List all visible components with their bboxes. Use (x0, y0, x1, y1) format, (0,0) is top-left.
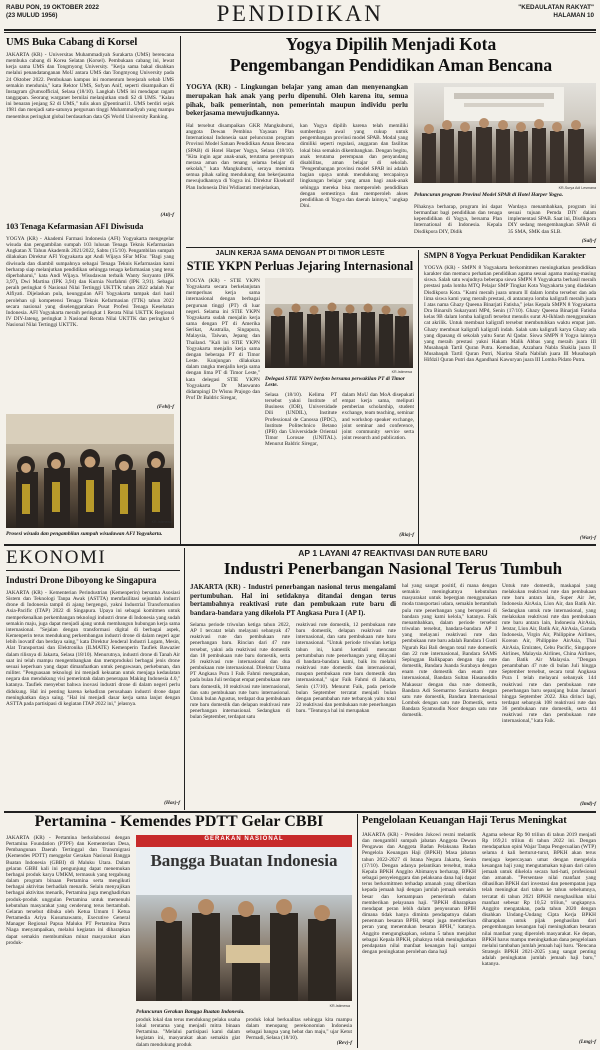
yogya-headline-1: Yogya Dipilih Menjadi Kota (285, 34, 497, 54)
stie-kicker: JALIN KERJA SAMA DENGAN PT DI TIMOR LESTE (215, 250, 385, 257)
ekonomi-sign: (Has)-f (164, 800, 180, 806)
yogya-col2: kan Yogya dipilih karena telah memiliki sumberdaya awal yang cukup untuk pengembangan provinsi model SPAB. Modal yang dimiliki seperti regulasi, anggaran dan fasilitas lokal bisa semakin dikembangkan. Dengan begitu, anak terutama perempuan dan penyandang disabilitas, aman belajar di sekolah. "Pengembangan provinsi model SPAB ini adalah bagian upaya untuk mendukung tercapainya lingkungan belajar yang aman bagi anak-anak sehingga mereka bisa memperoleh pendidikan dengan semestinya dan memperoleh akses pendidikan di Yogya dan daerah lainnya," ungkap Dini. (300, 123, 408, 210)
yogya-photo (414, 83, 596, 183)
cbbi-sign: (Rev)-f (336, 1040, 352, 1046)
stie-col3: dalam MoU dan MoA disepakati empat kerja sama, meliputi pemberian scholarship, student exchange, team teaching, seminar and workshop speaker exchange, joint seminar and conference, joint community service serta joint research and publication. (342, 392, 414, 442)
ap1-lede: JAKARTA (KR) - Industri penerbangan nasional terus mengalami pertumbuhan. Hal ini setidaknya ditandai dengan terus bertambahnya reaktivasi rute dan pembukaan rute baru di bandara-bandara yang dikelola PT Angkasa Pura I (AP I). (190, 583, 396, 617)
masthead-date: RABU PON, 19 OKTOBER 2022 (6, 4, 99, 11)
ap1-col4: Untuk rute domestik, maskapai yang melakukan reaktivasi rute dan pembukaan rute baru antara lain, Super Air Jet, Indonesia AirAsia, Lion Air, dan Batik Air. Sedangkan untuk rute internasional, yang melakukan reaktivasi rute dan pembukaan rute baru antara lain, Indonesia AirAsia, Jetstar, Lion Air, Batik Air, AirAsia, Garuda Indonesia, Virgin Air, Philippine Airlines, Korean Air, Philippine AirAsia, Thai AirAsia, Emirates, Cebu Pacific, Singapore Airlines, Malaysia Airlines, China Airlines, dan Batik Air Malaysia. "Dengan penambahan 47 rute di bulan Juli hingga September tersebut, secara total Angkasa Pura I telah melayani sebanyak 144 reaktivasi rute dan pembukaan rute penerbangan baru sepanjang bulan Januari hingga September 2022. Jika dirinci lagi, terdapat sebanyak 108 reaktivasi rute dan 36 pembukaan rute domestik, serta 44 reaktivasi rute dan pembukaan rute internasional," kata Faik. (502, 583, 596, 725)
ap1-col1: Selama periode triwulan ketiga tahun 2022, AP I tercatat telah melayani sebanyak 47 reaktivasi rute dan pembukaan rute penerbangan baru. Rincian dari 47 rute tersebut, yakni ada reaktivasi rute domestik dan 18 pembukaan rute baru domestik, serta 26 reaktivasi rute internasional dan dua pembukaan rute internasional. Direktur Utama PT Angkasa Pura I Faik Fahmi mengatakan, pada bulan Juli terdapat empat pembukaan rute baru domestik, 10 reaktivasi rute internasional, dan satu pembukaan rute baru internasional. Untuk bulan Agustus, terdapat dua pembukaan rute baru domestik dan delapan reaktivasi rute penerbangan internasional. Sedangkan di bulan September, terdapat satu (190, 622, 290, 721)
ums-sign: (Ati)-f (160, 212, 174, 218)
masthead-page: HALAMAN 10 (553, 12, 594, 19)
ums-body: JAKARTA (KR) - Universitas Muhammadiyah Surakarta (UMS) berencana membuka cabang di Korea Selatan (Korsel). Pembukaan cabang ini, lewat kerja sama UMS dan Tongmyong University. "Kerja sama bakal disahkan melalui penandatanganan MoU antara UMS dan Tongmyong University pada 24 Oktober 2022. Pembukaan kampus ini momentum berejarah sebab UMS semakin mendunia," kata Rektor UMS, Sofyan Anif, seperti disampaikan di Instagram @umsofficial, Selasa (18/10). Langkah UMS ini mendapat ragam tanggapan. Seorang warganet bernilai melanjutkan studi S2 di UMS. "Kalau ini benaran jenjang S2 di UMS," tulis akun @pentinarii1. UMS berdiri sejak 1981 dan menjadi satu-satunya perguruan tinggi Muhammadiyah yang mampu menembus peringkat global berdasarkan data QS World University Ranking. (6, 52, 174, 120)
yogya-credit: KR-Surya Adi Lesmana (558, 186, 596, 190)
haji-sign: (Lmg)-f (578, 1039, 596, 1045)
cbbi-banner-2: Bangga Buatan Indonesia (150, 851, 338, 870)
yogya-lede: YOGYA (KR) - Lingkungan belajar yang aman dan menyenangkan merupakan hak anak yang perlu dipenuhi. Oleh karena itu, semua pihak, baik pemerintah, non pemerintah maupun individu perlu bekerjasama mewujudkannya. (186, 83, 408, 118)
stie-sign: (Ria)-f (399, 532, 414, 538)
column-rule-smpn (418, 250, 419, 544)
cbbi-col1: JAKARTA (KR) - Pertamina berkolaborasi dengan Pertamina Foundation (PTPF) dan Kementerian Desa, Pembangunan Daerah Tertinggal dan Transmigrasi (Kemendes PDTT) menggelar Gerakan Nasional Bangga Buatan Indonesia (GBBI) di Maluku Utara. Dalam gelaran GBBI kali ini pengunjung dapat menemukan berbagai produk karya UMKM, termasuk yang tergabung dalam program binaan Pertamina serta mengikuti berbagai aktivitas berhadiah menarik. Selain menyajikan berbagai aktivitas menarik, Pertamina juga menghadirkan produk-produk unggulan Pertamina untuk memenuhi kebutuhan masyarakat yang cenderung terus bertambah. Gelaran tersebut dibuka oleh Ketua Umum I Ketua Pertamedia Ariya Kusumawanto, Executive General Manager Regional Papua Maluku PT Pertamina Patra Niaga menyampaikan, melalui kegiatan ini diharapkan dapat semakin membumikan minat masyarakat akan produk- (6, 835, 130, 946)
haji-headline: Pengelolaan Keuangan Haji Terus Meningkat (362, 815, 567, 826)
cbbi-caption: Peluncuran Gerakan Bangga Buatan Indonesia. (136, 1009, 245, 1015)
yogya-col4: Wardaya menambahkan, program ini sesuai tujuan Pemda DIY dalam implementasi SPAB. Saat ini, Disdikpora DIY sedang mengembangkan SPAB di 35 SMA, SMK dan SLB. (508, 204, 596, 235)
masthead-paper: "KEDAULATAN RAKYAT" (518, 4, 594, 11)
ap1-col3: hal yang sangat positif, di mana dengan semakin meningkatnya kebutuhan masyarakat untuk bepergian menggunakan moda transportasi udara, semakin bertambah pula rute penerbangan yang beroperasi di bandara yang kami kelola," katanya. Faik menambahkan, dalam periode tersebut triwulan tersebut, bandara-bandara AP I yang melayani reaktivasi rute dan pembukaan rute baru adalah Bandara I Gusti Ngurah Rai Bali dengan total rute domestik dan 22 rute internasional, Bandara SAMS Sepinggan Balikpapan dengan tiga rute domestik, Bandara Juanda Surabaya dengan enam rute domestik dan enam rute internasional, Bandara Sultan Hasanuddin Makassar dengan dua rute domestik, Bandara Adi Soemarmo Surakarta dengan satu rute domestik, Bandara Internasional Lombok dengan satu rute Domestik, serta Bandara Syamsudin Noor dengan satu rute domestik. (402, 583, 497, 719)
ap1-sign: (Imd)-f (580, 801, 596, 807)
section-title: PENDIDIKAN (216, 1, 384, 26)
ekonomi-headline: Industri Drone Diboyong ke Singapura (6, 575, 157, 585)
smpn-body: YOGYA (KR) - SMPN 8 Yogyakarta berkomitmen meningkatkan pendidikan karakter dan memacu perhatian pendidikan agama sesuai agama masing-masing siswa. Salah satu wujudnya beberapa siswa SMPN 8 Yogyakarta berhasil meraih prestasi pada lomba MTQ Pelajar SMP Tingkat Kota Yogyakarta yang diadakan Disdikpora Kota. "Kami meraih juara umum II dalam lomba tersebut dan ada lima siswa kami yang meraih prestasi, di antaranya lomba kaligrafi meraih juara I atas nama Ghazy Queena Binarjati Fatisha," jelas Kepala SMPN 8 Yogyakarta Dra Binarsih Sukaryanti MPd, Senin (17/10). Ghazy Queena Binarjati Fatisha kelas 9B dalam lomba kaligrafi tersebut menulis surat Al-Ikhlash menggunakan cat akrilik. Untuk membuat kaligrafi tersebut membutuhkan waktu empat jam. Ghazy membuat kaligrafi kaligrafi indah. Salah satu kaligrafi karya Ghazy ada yang dipasang di sekolah yaitu Surat Al Qadar. Siswa SMPN 8 Yogya lainnya yang meraih prestasi yakni Hakam Malik Abbas yang meraih juara III Musabaqah Tartil Quran Putra. Kemudian, Azzahara Nabla Shakila juara II Musabaqah Tartil Quran Putri, Niarina Shafa Nabilah juara III Musabaqah Hifdzil Quran Putri dan Agandhani Kawuryan juara III Lomba Pidato Putra. (424, 265, 596, 364)
ap1-col2: reaktivasi rute domestik, 12 pembukaan rute baru domestik, delapan reaktivasi rute internasional, dan satu pembukaan rute baru internasional. "Untuk periode triwulan ketiga tahun ini, kami kembali mencatat pertumbuhan rute penerbangan yang dilayani di bandara-bandara kami, baik itu melalui reaktivasi rute domestik dan internasional, maupun pembukaan rute baru domestik dan internasional," ujar Faik Fahmi di Jakarta, Senin (17/10). Menurut Faik, pada periode bulan September tercatat menjadi bulan dengan penambahan rute terbanyak yaitu total 22 reaktivasi dan pembukaan rute penerbangan baru. "Tentunya hal ini merupakan (296, 622, 396, 715)
masthead-rule (4, 29, 596, 31)
yogya-headline-2: Pengembangan Pendidikan Aman Bencana (229, 55, 553, 75)
afi-body: YOGYA (KR) - Akademi Farmasi Indonesia (AFI) Yogyakarta mengegelar wisuda dan pengambilan sumpah 103 lulusan Tenaga Teknis Kefarmasian Angkatan X Tahun Akademik 2021/2022, Sabtu (15/10). Pengambilan sumpah dilakukan Direktur AFI Yogyakarta apt Andi Wijaya SFar MFar. "Bagi yang diwisuda dan diambil sumpahnya sebagai Tenaga Teknis Kefarmasian kami berharap siap melanjutkan pendidikan sehingga tenaga kefarmasian yang terus diperbaharui," kata Andi Wijaya. Wisudawan terbaik Wanty Suryanto (IPK 3,97), Dwi Martina (IPK 3,94) dan Kurnia Nurfahmi (IPK 3,91). Sebagai peraih peringkat 6 Nasional Nilai Tertinggi UKTTK tahun 2022 adalah Nur Alfiyati. Dijelaskan pula, keunggulan AFI Yogyakarta tampak dari hasil perolehan uji kompetensi Tenaga Teknis Kefarmasian (TTK) tahun 2022 secara nasional yang diselenggarakan Pusat Profesi Tenaga Kesehatan Indonesia. AFI Yogyakarta meraih peringkat 1 Rerata Nilai UKTTK Regional IV DIY-Jateng, peringkat 3 Nasional Rerata Nilai UKTTK dan peringkat 6 Nasional Nilai Tertinggi UKTTK. (6, 236, 174, 329)
afi-caption: Prosesi wisuda dan pengambilan sumpah wisudawan AFI Yogyakarta. (6, 531, 163, 537)
cbbi-credit: KR-Istimewa (329, 1004, 350, 1008)
ekonomi-label: EKONOMI (6, 546, 180, 571)
afi-credit: KR-Istimewa (151, 520, 172, 524)
cbbi-photo (136, 835, 352, 1001)
afi-headline: 103 Tenaga Kefarmasian AFI Diwisuda (6, 222, 144, 231)
yogya-sign: (Sal)-f (581, 238, 596, 244)
afi-photo (6, 414, 174, 528)
rule-yogya (186, 247, 596, 248)
haji-col2: Agama sebesar Rp 90 triliun di tahun 2019 menjadi Rp 169,21 triliun di tahun 2022 ini. Dengan mendapatkan opini Wajar Tanpa Pengecualian (WTP) selama 4 kali berturut-turut, BPKH akan terus menjaga kepercayaan umat dengan mengelola keuangan haji yang mengutamakan tujuan dari calon jemaah untuk dikelola secara hati-hati, profesional dan amanah. "Persentase nilai manfaat yang dihasilkan BPKH dari investasi dan penempatan juga telah meningkat dari tahun ke tahun sebelumnya, tercatat di tahun 2021 BPKH menghasilkan nilai manfaat sebesar Rp 10,52 triliun," ungkapnya. Anggito mengatakan, pada tahun 2020 dengan disahkan Undang-Undang Cipta Kerja BPKH diharapkan untuk pijak penghasilan dari pengembangan keuangan haji meningkatkan besaran nilai manfaat yang diperoleh masyarakat. Ke depan, BPKH harus mampu meningkatkan dana pengelolaan melalui tambahan jumlah jemaah haji baru. "Rencana Strategis BPKH 2021-2025 yang sangat penting adalah peningkatan jumlah jemaah haji baru," katanya. (482, 832, 596, 968)
yogya-col1: Hal tersebut disampaikan GKR Mangkubumi, anggota Dewan Pembina Yayasan Plan International Indonesia saat peluncuran program Provinsi Model Satuan Pendidikan Aman Bencana (SPAB) di Hotel Harper Yogya, Selasa (18/10). "Kita ingin agar anak-anak, terutama perempuan merasa aman dan tenang selama belajar di sekolah," kata Mangkubumi, seraya meminta semua pihak saling mendukung dan bekerjasama mewujudkannya di Yogya ini. Direktur Eksekutif Plan Indonesia Dini Widiastuti menjelaskan, (186, 123, 294, 191)
masthead-rule-thin (4, 32, 596, 33)
stie-credit: KR-Istimewa (391, 370, 412, 374)
masthead-hijri: (23 MULUD 1956) (6, 12, 58, 19)
ap1-headline: Industri Penerbangan Nasional Terus Tumbuh (223, 559, 563, 578)
stie-col1: YOGYA (KR) - STIE YKPN Yogyakarta secara berkelanjutan memperluas kerja sama internasional dengan berbagai perguruan tinggi (PT) di luar negeri. Selama ini STIE YKPN Yogyakarta sudah menjalin kerja sama dengan PT di Amerika Serikat, Australia, Singapura, Malaysia, Taiwan, Jepang dan Thailand. "Kali ini STIE YKPN Yogyakarta menjalin kerja sama dengan beberapa PT di Timor Leste. Kunjungan dilakukan dalam rangka menjalin kerja sama dengan lima PT di Timor Leste," kata delegasi STIE YKPN Yogyakarta Dr Maswanto didampingi Dr Wisnu Prajogo dan Prof Dr Baldric Siregar, (186, 278, 260, 401)
column-rule (180, 36, 181, 544)
column-rule-ekonomi (184, 548, 185, 810)
cbbi-banner-1: GERAKAN NASIONAL (204, 836, 284, 842)
ekonomi-body: JAKARTA (KR) - Kementerian Perindustrian (Kemenperin) bersama Asosiasi Sistem dan Teknologi Tanpa Awak (ASTTA) memfasilitasi sejumlah industri drone di Indonesia tampil di ajang bergengsi, yakni Industrial Transformation Asia-Pacific (ITAP) 2022 di Singapura. Upaya ini sebagai komitmen untuk memperkenalkan perkembangan teknologi industri drone di Indonesia yang sudah semakin maju, juga dapat menjadi ajang untuk membangun hubungan kerja sama internasional. "Sejalan dengan transformasi digital di berbagai aspek, Kemenperin terus mendukung perkembangan industri drone di dalam negeri agar lebih inovatif dan berdaya saing," kata Direktur Jenderal Industri Logam, Mesin, Alat Transportasi dan Elektronika (ILMATE) Kemenperin Taufiek Bawazier dalam rilisnya di Jakarta, Selasa (18/10). Menurutnya, industri drone di Tanah Air saat ini telah mampu mengembangkan dan memproduksi berbagai jenis drone sesuai keperluan yang dapat dimanfaatkan untuk pengawasan, perkebunan, dan militer. "Penguasaan teknologi ini menjadi kekuatan untuk menjaga kedaulatan negara dan mendukung visi pemerintah dalam penerapan Making Indonesia 4.0," katanya. Taufiek menyebut bahwa inovasi industri drone di dalam negeri perlu didukung. Hal ini penting karena kehadiran perusahaan industri drone dapat meningkatkan daya saing. "Hal ini menjadi dasar kerja sama lanjut dengan ASTTA pada partisipasi di kegiatan ITAP 2022 ini," jelasnya. (6, 590, 180, 707)
stie-photo (265, 278, 413, 368)
yogya-col3: Pihaknya berharap, program ini dapat bermanfaat bagi pendidikan dan tenaga kependidikan di Yogya, bersama Plan International di Indonesia. Kepala Disdikpora DIY, Didik (414, 204, 502, 235)
stie-headline: STIE YKPN Perluas Jejaring Internasional (186, 259, 414, 273)
cbbi-headline: Pertamina - Kemendes PDTT Gelar CBBI (34, 813, 324, 830)
haji-col1: JAKARTA (KR) - Presiden Jokowi resmi melantik dan mengambil sumpah jabatan Anggota Dewan Pengawas dan Anggota Badan Pelaksana Badan Pengelola Keuangan Haji (BPKH) Masa jabatan tahun 2022-2027 di Istana Negara Jakarta, Senin (17/10). Dengan adanya pelantikan tersebut, maka Kepala BPKH Anggito Abimanyu berharap, BPKH sebagai penyelenggara dan pelaksana dana haji dapat terus berkomitmen terhadap amanah yang diberikan kepada jemaah haji dengan jumlah jemaah semakin besar dan kemampuan pemerintah dalam memberikan pelayanan haji. "BPKH diharapkan mendapat peran lebih dalam penyusunan BPIH dimana tidak hanya diminta pendapatnya dalam penentuan besaran BPIH, tetapi juga memberikan peran yang menentukan besaran BPIH," katanya. Anggito mengungkapkan, selama 5 tahun menjabat sebagai Kepala BPKH, pihaknya telah meningkatkan pendapatan nilai manfaat keuangan haji sampai dengan peningkatan perolehan dana haji (362, 832, 476, 955)
ums-headline: UMS Buka Cabang di Korsel (6, 37, 138, 48)
smpn-sign: (War)-f (579, 535, 596, 541)
afi-sign: (Febi)-f (156, 404, 174, 410)
smpn-headline: SMPN 8 Yogya Perkuat Pendidikan Karakter (424, 251, 586, 260)
ap1-kicker: AP 1 LAYANI 47 REAKTIVASI DAN RUTE BARU (298, 548, 488, 558)
stie-caption: Delegasi STIE YKPN berfoto bersama perwakilan PT di Timor Leste. (265, 376, 405, 389)
cbbi-col2: produk lokal dan terus mendukung pelaku usaha lokal terutama yang menjadi mitra binaan Pertamina. "Melalui partisipasi kami dalam kegiatan ini, masyarakat akan semakin giat dalam mendukung produk (136, 1017, 240, 1047)
cbbi-col3: produk lokal berkualitas sehingga kita mampu dalam menopang perekonomian Indonesia sebagai bangsa yang hebat dan maju," ujar Ketut Permadi, Selasa (18/10). (246, 1017, 352, 1041)
yogya-caption: Peluncuran program Provinsi Model SPAB di Hotel Harper Yogya. (414, 192, 564, 198)
column-rule-haji (357, 814, 358, 1048)
stie-col2: Selasa (18/10). Kelima PT tersebut yakni Institute of Business (IOB), Universidade Dili (UNDIL), Institute Professional de Canossa (IPDC), Institute Politechnico Betano (IPB) dan Universidade Oriental Timor Lorosae (UNITAL). Menurut Baldric Siregar, (265, 392, 337, 448)
